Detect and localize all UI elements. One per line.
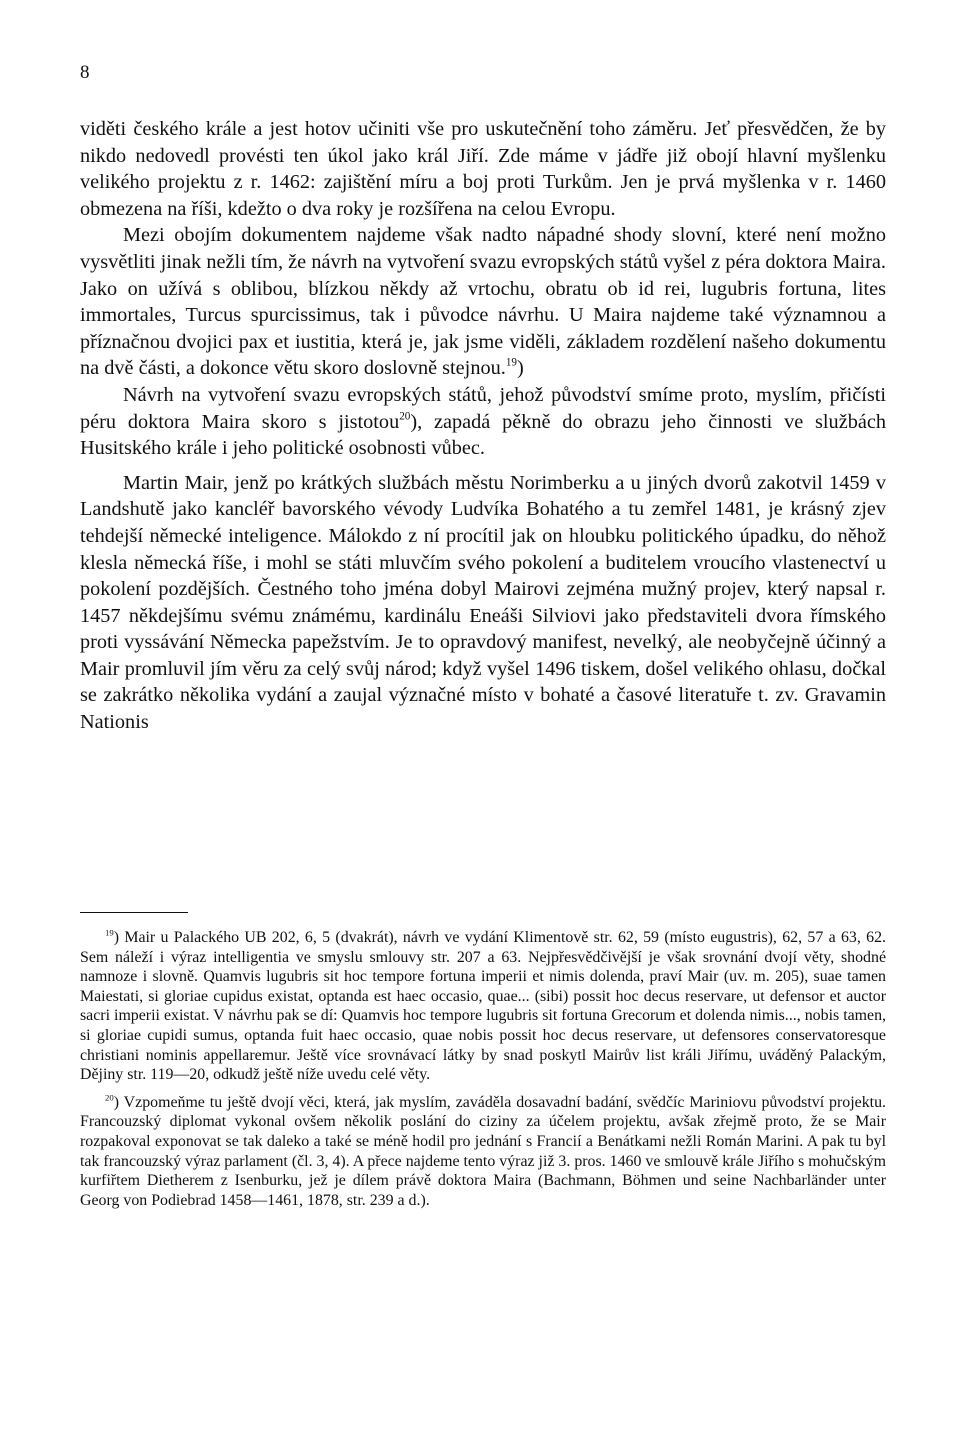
page-number: 8 xyxy=(80,62,90,83)
footnote-ref-20: 20 xyxy=(399,410,411,423)
footnote-ref-19: 19 xyxy=(505,356,517,369)
paragraph-2-text: Mezi obojím dokumentem najdeme však nadto nápadné shody slovní, které není možno vysvětliti jinak nežli tím, že návrh na vytvoření svazu evropských států vyšel z péra doktora Maira. Jako on užívá s oblibou, blízkou někdy až vrtochu, obratu ob id rei, lugubris fortuna, lites immortales, Turcus spurcissimus, tak i původce návrhu. U Maira najdeme také významnou a příznačnou dvojici pax et iustitia, která je, jak jsme viděli, základem rozdělení našeho dokumentu na dvě části, a dokonce větu skoro doslovně stejnou. xyxy=(80,224,886,380)
footnote-separator xyxy=(80,912,188,913)
footnote-20 xyxy=(80,1093,886,1211)
paragraph-2-tail: ) xyxy=(516,357,524,380)
footnote-19-mark: 19 xyxy=(105,927,114,938)
footnote-20-text: ) Vzpomeňme tu ještě dvojí věci, která, jak myslím, zaváděla dosavadní badání, svědčíc Mariniovu původství projektu. Francouzský diplomat vykonal ovšem několik poslání do ciziny za účelem projektu, avšak zřejmě proto, že se Mair rozpakoval exponovat se tak daleko a také se méně hodil pro jednání s Francií a Benátkami nežli Román Marini. A pak tu byl tak francouzský výraz parlament (čl. 3, 4). A přece najdeme tento výraz již 3. pros. 1460 ve smlouvě krále Jiřího s mohučským kurfiřtem Dietherem z Isenburku, jež je dílem právě doktora Maira (Bachmann, Böhmen und seine Nachbarländer unter Georg von Podiebrad 1458—1461, 1878, str. 239 a d.). xyxy=(80,1093,886,1209)
footnote-19-text: ) Mair u Palackého UB 202, 6, 5 (dvakrát), návrh ve vydání Klimentově str. 62, 59 (místo eugustris), 62, 57 a 63, 62. Sem náleží i výraz intelligentia ve smyslu smlouvy str. 207 a 63. Nejpřesvědčivější je však srovnání dvojí věty, shodné namnoze i slovně. Quamvis lugubris sit hoc tempore fortuna imperii et nimis dolenda, praví Mair (uv. m. 205), suae tamen Maiestati, si gloriae cupidus existat, optanda est haec occasio, quae... (sibi) possit hoc decus reservare, ut defensor et auctor sacri imperii existat. V návrhu pak se dí: Quamvis hoc tempore lugubris sit fortuna Grecorum et dolenda nimis..., nobis tamen, si gloriae cupidi sumus, optanda fuit haec occasio, quae nobis possit hoc decus reservare, ut defensores conservatoresque christiani nominis appellaremur. Ještě více srovnávací látky by snad poskytl Mairův list králi Jiřímu, uváděný Palackým, Dějiny str. 119—20, odkudž ještě níže uvedu celé věty. xyxy=(80,929,886,1084)
paragraph-1-text: viděti českého krále a jest hotov učiniti vše pro uskutečnění toho záměru. Jeť přesvědčen, že by nikdo nedovedl provésti ten úkol jako král Jiří. Zde máme v jádře již obojí hlavní myšlenku velikého projektu z r. 1462: zajištění míru a boj proti Turkům. Jen je prvá myšlenka v r. 1460 obmezena na říši, kdežto o dva roky je rozšířena na celou Evropu. xyxy=(80,118,886,220)
paragraph-3-tail: ), zapadá pěkně do obrazu jeho činnosti ve službách Husitského krále i jeho politické osobnosti vůbec. xyxy=(80,410,886,460)
paragraph-2 xyxy=(80,222,886,382)
footnote-19 xyxy=(80,928,886,1085)
paragraph-4 xyxy=(80,470,886,736)
paragraph-3 xyxy=(80,382,886,462)
paragraph-1 xyxy=(80,116,886,222)
main-text xyxy=(80,116,886,736)
footnote-20-mark: 20 xyxy=(105,1092,114,1103)
paragraph-3-text: Návrh na vytvoření svazu evropských států, jehož původství smíme proto, myslím, přičísti péru doktora Maira skoro s jistotou xyxy=(80,383,886,433)
paragraph-4-text: Martin Mair, jenž po krátkých službách městu Norimberku a u jiných dvorů zakotvil 1459 v Landshutě jako kancléř bavorského vévody Ludvíka Bohatého a tu zemřel 1481, je krásný zjev tehdejší německé inteligence. Málokdo z ní procítil jak on hloubku politického úpadku, do něhož klesla německá říše, i mohl se státi mluvčím svého pokolení a buditelem vroucího vlastenectví u pokolení pozdějších. Čestného toho jména dobyl Mairovi zejména mužný projev, který napsal r. 1457 někdejšímu svému známému, kardinálu Eneáši Silviovi jako představiteli dvora římského proti vyssávání Německa papežstvím. Je to opravdový manifest, nevelký, ale neobyčejně účinný a Mair promluvil jím věru za celý svůj národ; když vyšel 1496 tiskem, došel velikého ohlasu, dočkal se zakrátko několika vydání a zaujal význačné místo v bohaté a časové literatuře t. zv. Gravamin Nationis xyxy=(80,471,886,734)
footnotes xyxy=(80,928,886,1210)
